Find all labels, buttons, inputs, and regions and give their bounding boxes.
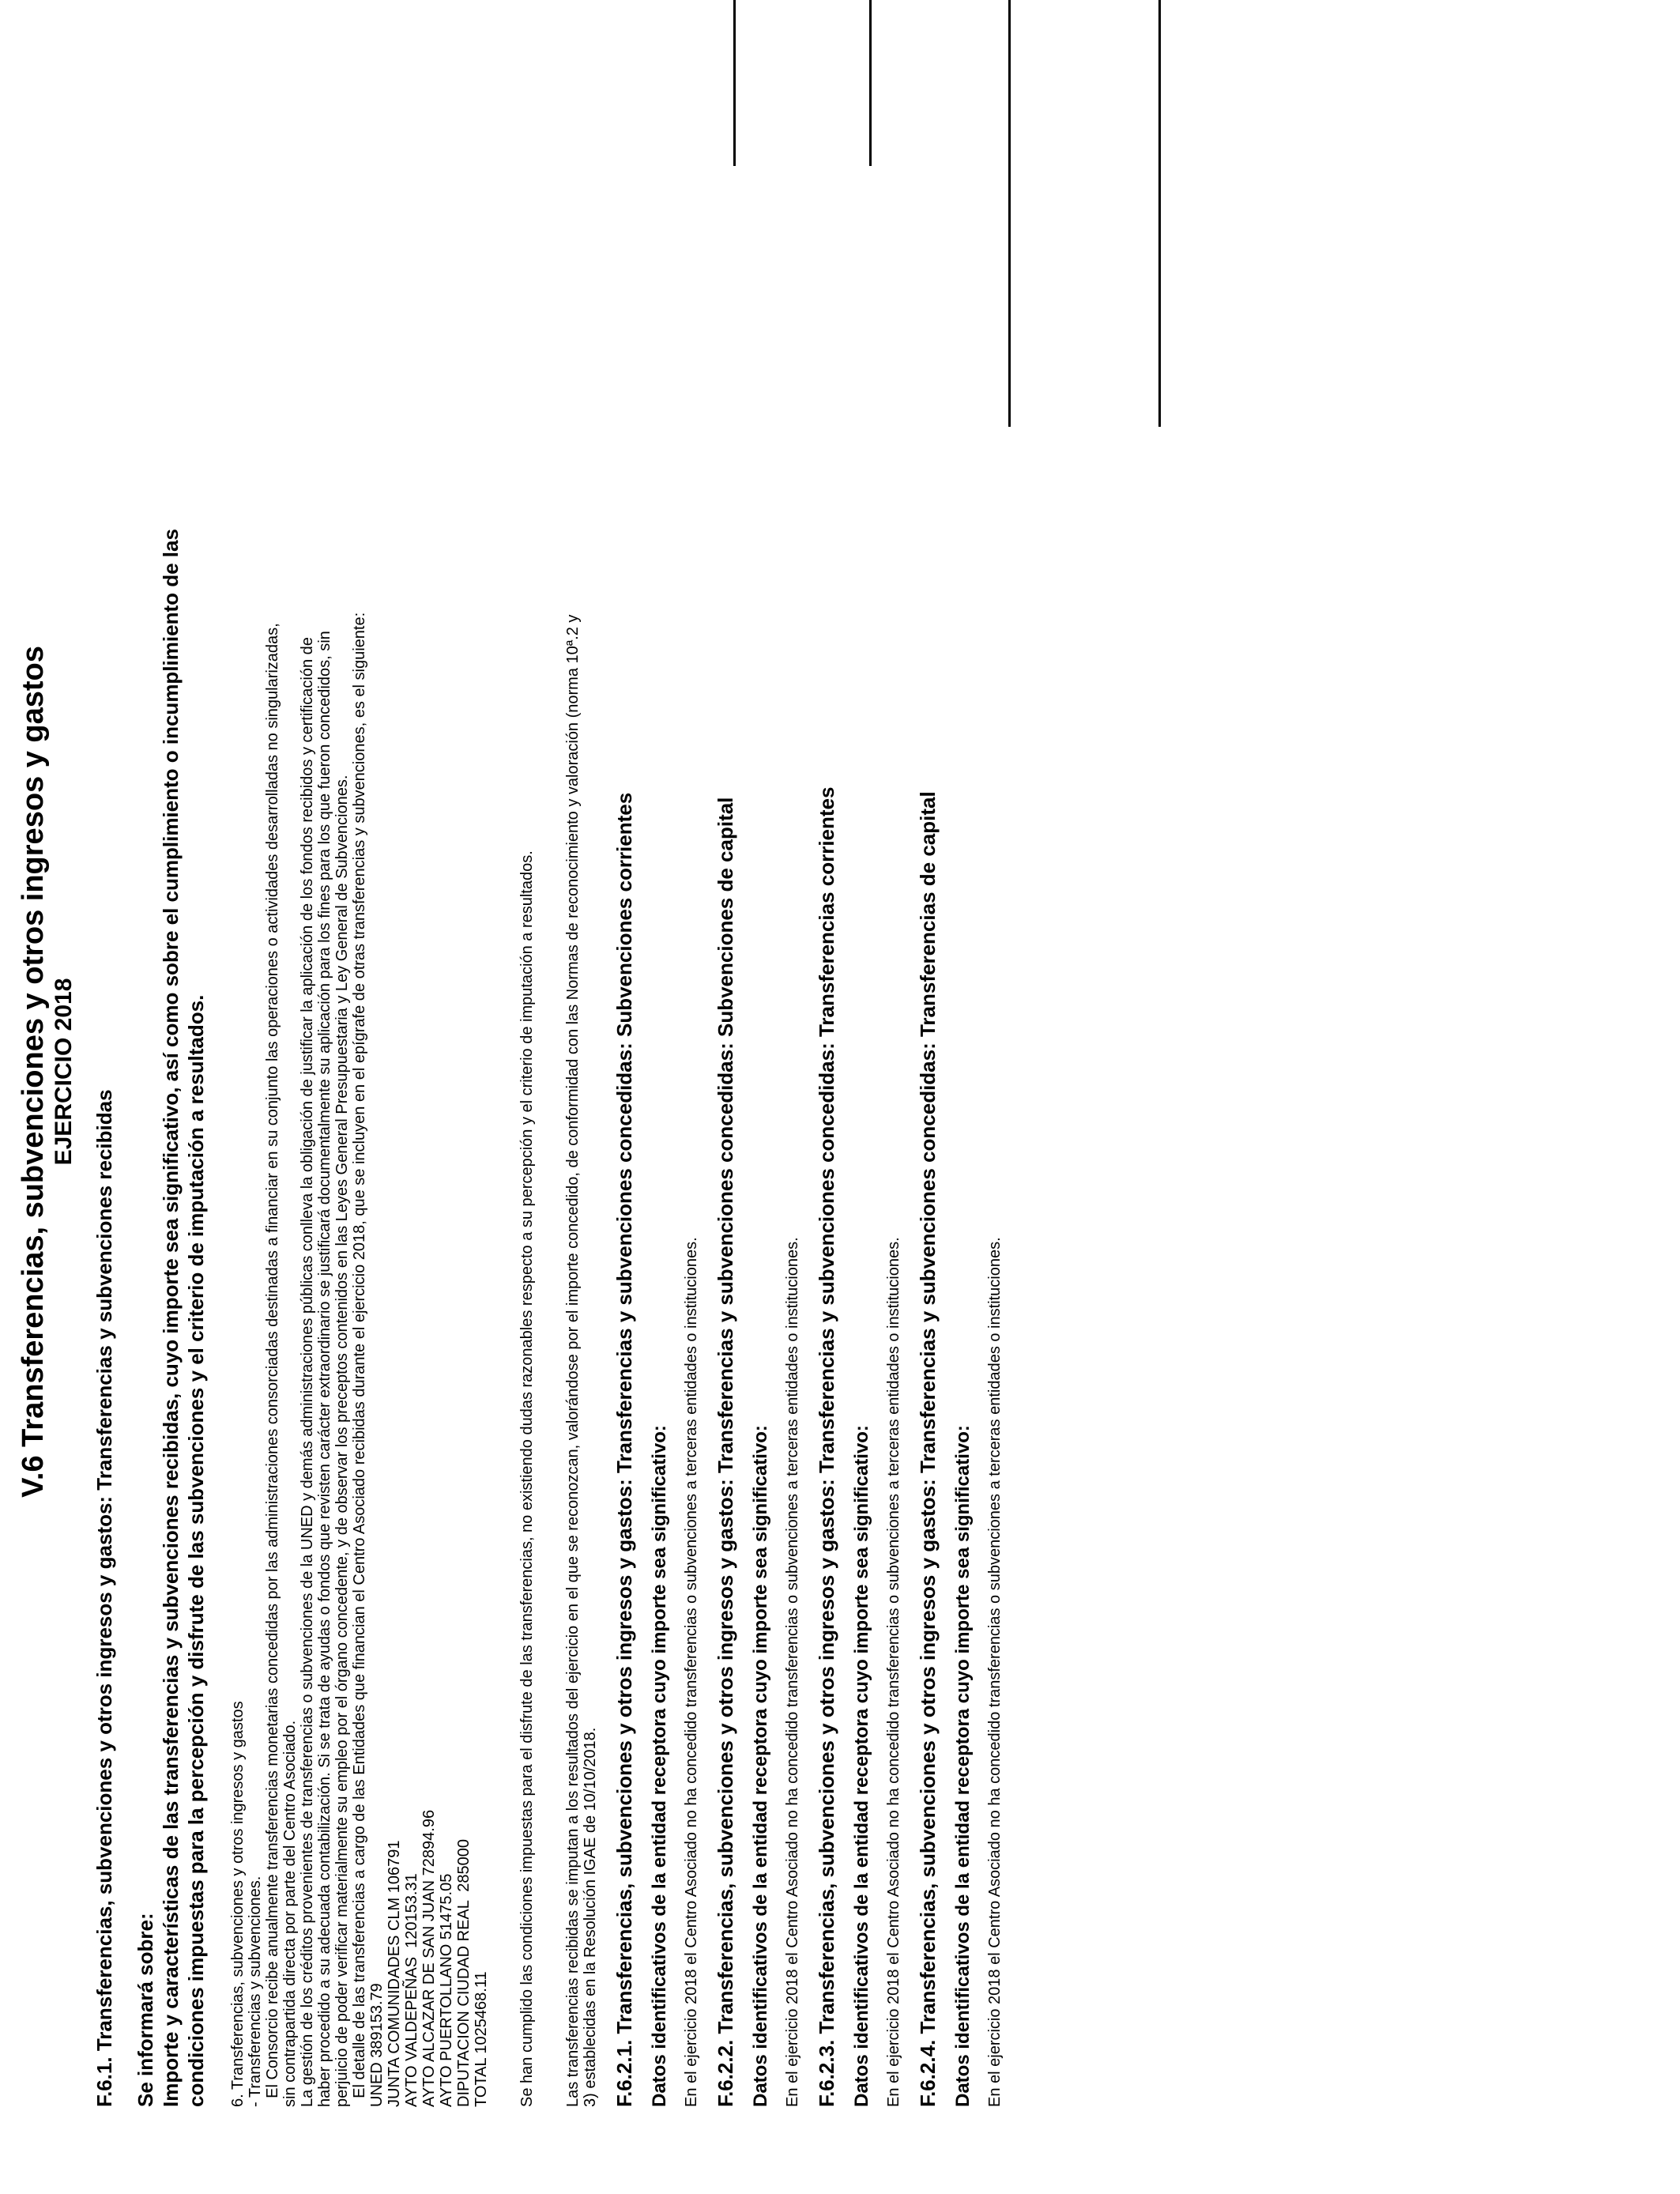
section-f623-subheading: Datos identificativos de la entidad receptora cuyo importe sea significativo: xyxy=(851,1425,872,2107)
inform-body xyxy=(158,36,209,2107)
body-line: El Consorcio recibe anualmente transferencias monetarias concedidas por las administraciones consorciadas destinadas a financiar en su conjunto las operaciones o actividades desarrolladas no singularizadas, xyxy=(264,623,281,2107)
rule-line xyxy=(733,0,736,166)
body-line: AYTO ALCAZAR DE SAN JUAN 72894.96 xyxy=(420,1809,438,2107)
body-line: El detalle de las transferencias a cargo de las Entidades que financian el Centro Asociado recibidas durante el ejercicio 2018, que se incluyen en el epígrafe de otras transferencias y subvenciones, es el siguiente: xyxy=(351,612,368,2107)
imputation-line-2: 3) establecidas en la Resolución IGAE de 10/10/2018. xyxy=(582,1727,599,2107)
body-line: DIPUTACION CIUDAD REAL 285000 xyxy=(455,1839,473,2107)
inform-line-2: condiciones impuestas para la percepción y disfrute de las subvenciones y el criterio de imputación a resultados. xyxy=(184,994,208,2107)
rule-line xyxy=(1008,0,1011,427)
body-line: - Transferencias y subvenciones. xyxy=(247,1875,264,2107)
body-line: AYTO PUERTOLLANO 51475.05 xyxy=(438,1873,455,2107)
body-line: perjuicio de poder verificar materialmente su empleo por el órgano concedente, y de observar los preceptos contenidos en las Leyes General Presupuestaria y Ley General de Subvenciones. xyxy=(333,775,351,2107)
imputation-line-1: Las transferencias recibidas se imputan a los resultados del ejercicio en el que se reconozcan, valorándose por el importe concedido, de conformidad con las Normas de reconocimiento y valoración (norma 10ª.2 y xyxy=(564,614,582,2107)
page-title: V.6 Transferencias, subvenciones y otros ingresos y gastos xyxy=(17,646,50,1498)
section-f624 xyxy=(915,36,1004,2107)
body-line: UNED 389153.79 xyxy=(368,1983,386,2107)
rule-line xyxy=(1158,0,1161,427)
section-f624-subheading: Datos identificativos de la entidad receptora cuyo importe sea significativo: xyxy=(952,1425,974,2107)
body-line: haber procedido a su adecuada contabilización. Si se trata de ayudas o fondos que revisten carácter extraordinario se justificará documentalmente su aplicación para los fines para los que fueron concedidos, sin xyxy=(316,631,333,2107)
inform-line-1: Importe y características de las transferencias y subvenciones recibidas, cuyo importe sea significativo, así como sobre el cumplimiento o incumplimiento de las xyxy=(159,529,183,2107)
body-line: TOTAL 1025468.11 xyxy=(473,1971,490,2107)
section-f621-text: En el ejercicio 2018 el Centro Asociado no ha concedido transferencias o subvenciones a terceras entidades o instituciones. xyxy=(683,1237,700,2107)
body-line: AYTO VALDEPEÑAS 120153.31 xyxy=(403,1873,420,2107)
section-f621-subheading: Datos identificativos de la entidad receptora cuyo importe sea significativo: xyxy=(649,1425,670,2107)
body-line: 6. Transferencias, subvenciones y otros ingresos y gastos xyxy=(229,1701,247,2107)
section-f622 xyxy=(713,36,801,2107)
page-subtitle: EJERCICIO 2018 xyxy=(51,978,77,1166)
section-f61-heading: F.6.1. Transferencias, subvenciones y otros ingresos y gastos: Transferencias y subvenciones recibidas xyxy=(92,1089,116,2107)
section-f624-text: En el ejercicio 2018 el Centro Asociado no ha concedido transferencias o subvenciones a terceras entidades o instituciones. xyxy=(986,1237,1004,2107)
section-f622-subheading: Datos identificativos de la entidad receptora cuyo importe sea significativo: xyxy=(750,1425,771,2107)
body-line: La gestión de los créditos provenientes de transferencias o subvenciones de la UNED y demás administraciones públicas conlleva la obligación de justificar la aplicación de los fondos recibidos y certificación de xyxy=(299,637,316,2107)
page-content xyxy=(16,36,1016,2107)
section-f623-heading: F.6.2.3. Transferencias, subvenciones y otros ingresos y gastos: Transferencias y subvenciones concedidas: Transferencias corrientes xyxy=(815,786,838,2107)
section-f622-heading: F.6.2.2. Transferencias, subvenciones y otros ingresos y gastos: Transferencias y subvenciones concedidas: Subvenciones de capital xyxy=(714,797,737,2107)
section-f623 xyxy=(814,36,902,2107)
section-f622-text: En el ejercicio 2018 el Centro Asociado no ha concedido transferencias o subvenciones a terceras entidades o instituciones. xyxy=(784,1237,801,2107)
f61-body xyxy=(229,36,490,2107)
section-f624-heading: F.6.2.4. Transferencias, subvenciones y otros ingresos y gastos: Transferencias y subvenciones concedidas: Transferencias de capital xyxy=(916,791,940,2107)
conditions-paragraph: Se han cumplido las condiciones impuestas para el disfrute de las transferencias, no existiendo dudas razonables respecto a su percepción y el criterio de imputación a resultados. xyxy=(518,850,536,2107)
body-line: sin contrapartida directa por parte del Centro Asociado. xyxy=(281,1720,299,2107)
body-line: JUNTA COMUNIDADES CLM 106791 xyxy=(386,1840,403,2107)
inform-label: Se informará sobre: xyxy=(134,1913,157,2107)
imputation-paragraph xyxy=(564,36,599,2107)
section-f621-heading: F.6.2.1. Transferencias, subvenciones y otros ingresos y gastos: Transferencias y subvenciones concedidas: Subvenciones corrientes xyxy=(612,792,636,2107)
section-f621 xyxy=(612,36,700,2107)
rule-line xyxy=(869,0,872,166)
section-f623-text: En el ejercicio 2018 el Centro Asociado no ha concedido transferencias o subvenciones a terceras entidades o instituciones. xyxy=(885,1237,902,2107)
